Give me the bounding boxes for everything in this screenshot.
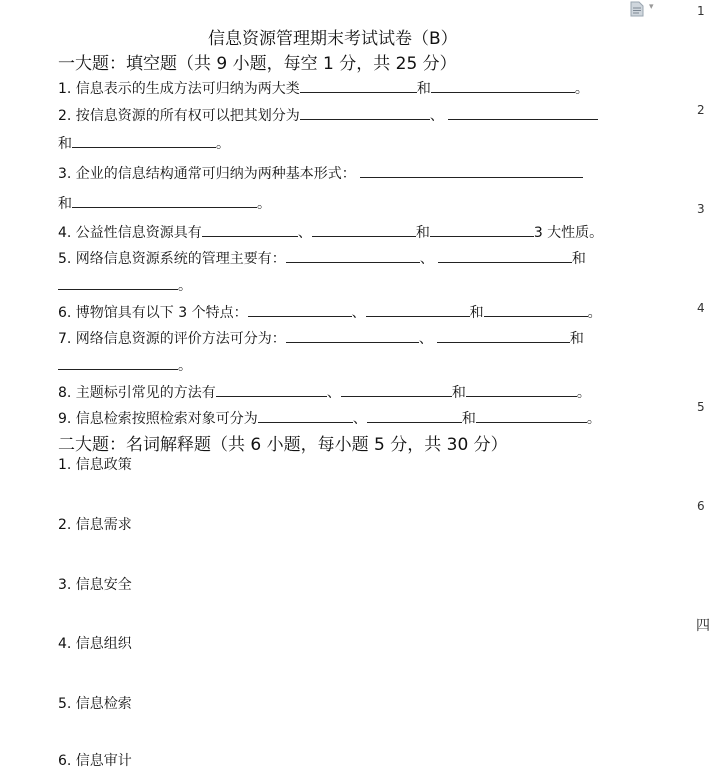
- exam-title: 信息资源管理期末考试试卷（B）: [208, 29, 458, 49]
- answer-blank[interactable]: [448, 106, 598, 120]
- answer-blank[interactable]: [286, 329, 419, 343]
- question-9: 9. 信息检索按照检索对象可分为 、 和 。: [58, 411, 601, 427]
- answer-blank[interactable]: [58, 356, 178, 370]
- question-2: 2. 按信息资源的所有权可以把其划分为 、: [58, 105, 598, 125]
- term-item-2: 2. 信息需求: [58, 517, 132, 533]
- question-3-cont: 和 。: [58, 196, 271, 212]
- term-item-6: 6. 信息审计: [58, 753, 132, 769]
- question-2-cont: 和 。: [58, 136, 230, 152]
- answer-blank[interactable]: [430, 223, 534, 237]
- question-1: 1. 信息表示的生成方法可归纳为两大类 和 。: [58, 81, 589, 97]
- chevron-down-icon[interactable]: ▾: [649, 2, 654, 12]
- margin-number: 2: [697, 103, 705, 117]
- answer-blank[interactable]: [437, 329, 570, 343]
- answer-blank[interactable]: [286, 249, 420, 263]
- question-3: 3. 企业的信息结构通常可归纳为两种基本形式：: [58, 163, 583, 183]
- document-icon[interactable]: [630, 1, 644, 17]
- margin-number: 5: [697, 400, 705, 414]
- answer-blank[interactable]: [341, 383, 452, 397]
- answer-blank[interactable]: [248, 303, 352, 317]
- question-4: 4. 公益性信息资源具有 、 和 3 大性质。: [58, 225, 604, 241]
- term-item-1: 1. 信息政策: [58, 457, 132, 473]
- term-item-5: 5. 信息检索: [58, 696, 132, 712]
- answer-blank[interactable]: [202, 223, 298, 237]
- answer-blank[interactable]: [366, 303, 470, 317]
- answer-blank[interactable]: [360, 164, 583, 178]
- section1-heading: 一大题：填空题（共 9 小题，每空 1 分，共 25 分）: [58, 54, 457, 74]
- answer-blank[interactable]: [300, 106, 430, 120]
- question-7: 7. 网络信息资源的评价方法可分为： 、 和: [58, 331, 584, 347]
- term-item-3: 3. 信息安全: [58, 577, 132, 593]
- answer-blank[interactable]: [484, 303, 588, 317]
- margin-glyph: 四: [696, 618, 710, 634]
- answer-blank[interactable]: [72, 134, 216, 148]
- answer-blank[interactable]: [258, 409, 353, 423]
- section2-heading: 二大题：名词解释题（共 6 小题，每小题 5 分，共 30 分）: [58, 435, 508, 455]
- answer-blank[interactable]: [466, 383, 577, 397]
- answer-blank[interactable]: [476, 409, 587, 423]
- question-5-cont: 。: [58, 275, 192, 295]
- answer-blank[interactable]: [431, 79, 575, 93]
- answer-blank[interactable]: [300, 79, 417, 93]
- answer-blank[interactable]: [367, 409, 462, 423]
- question-7-cont: 。: [58, 355, 192, 375]
- margin-number: 1: [697, 4, 705, 18]
- margin-number: 3: [697, 202, 705, 216]
- answer-blank[interactable]: [312, 223, 416, 237]
- term-item-4: 4. 信息组织: [58, 636, 132, 652]
- answer-blank[interactable]: [72, 194, 257, 208]
- answer-blank[interactable]: [216, 383, 327, 397]
- answer-blank[interactable]: [438, 249, 572, 263]
- margin-number: 6: [697, 499, 705, 513]
- margin-number: 4: [697, 301, 705, 315]
- question-8: 8. 主题标引常见的方法有 、 和 。: [58, 385, 591, 401]
- answer-blank[interactable]: [58, 276, 178, 290]
- question-6: 6. 博物馆具有以下 3 个特点： 、 和 。: [58, 305, 602, 321]
- question-5: 5. 网络信息资源系统的管理主要有： 、 和: [58, 251, 586, 267]
